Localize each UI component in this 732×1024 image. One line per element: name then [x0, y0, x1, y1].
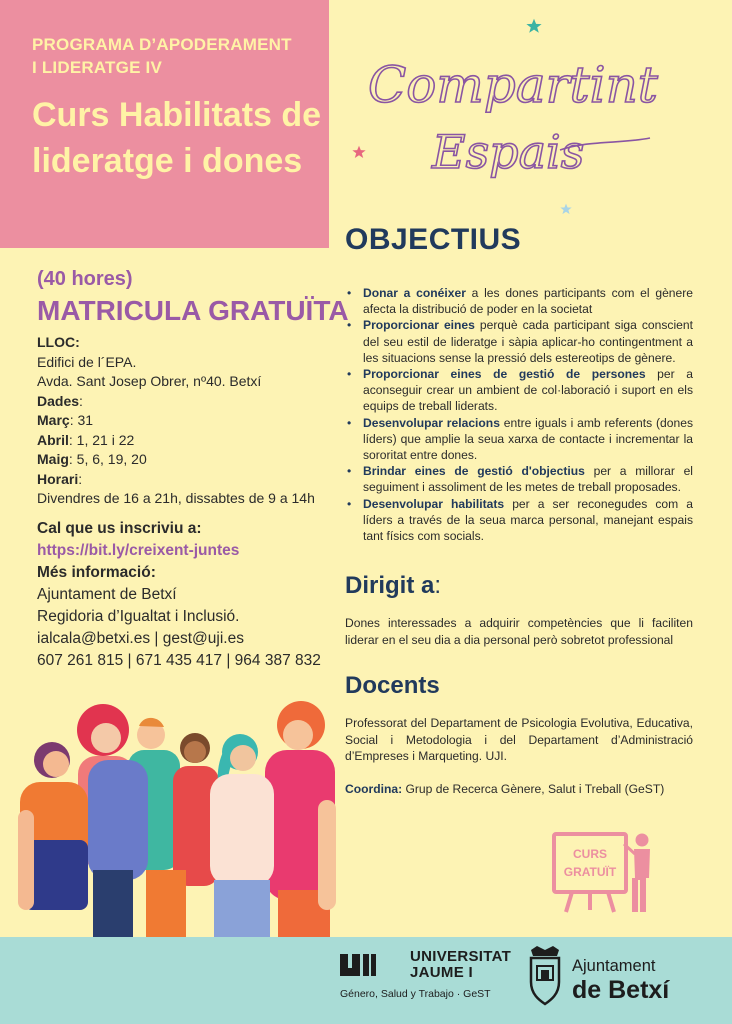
- badge-line-2: GRATUÏT: [563, 865, 617, 879]
- town-crest-icon: [525, 944, 565, 1006]
- town-council-label: Ajuntament: [572, 957, 656, 975]
- schedule-text: Divendres de 16 a 21h, dissabtes de 9 a 14h: [37, 490, 315, 506]
- university-name-line-1: UNIVERSITAT: [410, 948, 512, 965]
- objective-item: • Proporcionar eines perquè cada participant siga conscient del seu estil de lideratge i sàpia aplicar-ho contingentment a les situacions sense la pressió dels estereotips de gènere.: [345, 317, 693, 366]
- contact-line-2: Regidoria d’Igualtat i Inclusió.: [37, 608, 240, 625]
- coordination-text: Grup de Recerca Gènere, Salut i Treball (GeST): [402, 782, 665, 796]
- course-details: LLOC: Edifici de l´EPA. Avda. Sant Josep Obrer, nº40. Betxí Dades: Març: 31 Abril: 1, 21 i 22 Maig: 5, 6, 19, 20 Horari: Divendres de 16 a 21h, dissabtes de 9 a 14h: [37, 333, 337, 509]
- women-group-illustration: [18, 690, 348, 950]
- march-label: Març: [37, 412, 70, 428]
- coordination: [345, 781, 693, 798]
- town-name: de Betxí: [572, 976, 670, 1004]
- location-label: LLOC:: [37, 334, 80, 350]
- schedule-label: Horari: [37, 470, 79, 487]
- april-days: 1, 21 i 22: [76, 431, 135, 448]
- may-days: 5, 6, 19, 20: [76, 451, 147, 467]
- course-title: Curs Habilitats de lideratge i dones: [32, 96, 322, 180]
- teachers-text: Professorat del Departament de Psicologia Evolutiva, Educativa, Social i Metodologia i del Departament d’Administració d’Empreses i Marqueting. UJI.: [345, 716, 693, 763]
- objective-item: • Brindar eines de gestió d'objectius per a millorar el seguiment i assoliment de les metes de treball proposades.: [345, 463, 693, 495]
- gest-caption: Género, Salud y Trabajo · GeST: [340, 988, 491, 1000]
- teachers-title: Docents: [345, 672, 440, 699]
- script-title-line-2: Espais: [432, 125, 585, 179]
- enrollment-free: MATRICULA GRATUÏTA: [37, 295, 349, 326]
- audience-text: Dones interessades a adquirir competències que li faciliten liderar en el seu dia a dia personal però sobretot professional: [345, 616, 693, 647]
- objective-item: • Desenvolupar habilitats per a ser reconegudes com a líders a través de la seua marca personal, manejant espais tant físics com socials.: [345, 496, 693, 545]
- university-name: [410, 949, 511, 981]
- audience-title: Dirigit a:: [345, 572, 442, 599]
- coordination-label: Coordina:: [345, 782, 403, 796]
- may-label: Maig: [37, 451, 69, 467]
- objective-item: • Donar a conéixer a les dones participants com el gènere afecta la distribució de poder en la societat: [345, 285, 693, 317]
- program-name: [32, 33, 322, 79]
- dates-label: Dades: [37, 392, 80, 409]
- university-name-line-2: JAUME I: [410, 964, 473, 981]
- uji-logo-icon: [340, 952, 376, 976]
- location-line-1: Edifici de l´EPA.: [37, 353, 137, 370]
- march-days: 31: [77, 412, 94, 428]
- objectives-title: OBJECTIUS: [345, 223, 522, 256]
- location-line-2: Avda. Sant Josep Obrer, nº40. Betxí: [37, 373, 262, 389]
- star-icon: [560, 203, 572, 215]
- program-line-1: PROGRAMA D’APODERAMENT: [32, 35, 292, 54]
- objective-item: • Desenvolupar relacions entre iguals i amb referents (dones líders) que amplie la seua xarxa de contacte i incrementar la sororitat entre dones.: [345, 415, 693, 464]
- badge-line-1: CURS: [572, 847, 608, 861]
- april-label: Abril: [37, 431, 69, 448]
- course-hours: (40 hores): [37, 268, 133, 290]
- more-info-label: Més informació:: [37, 564, 156, 581]
- program-line-2: I LIDERATGE IV: [32, 58, 162, 77]
- objective-item: • Proporcionar eines de gestió de persones per a aconseguir crear un ambient de col·laboració i suport en els equips de treball liderats.: [345, 366, 693, 415]
- free-course-badge: [552, 830, 662, 918]
- signup-label: Cal que us inscriviu a:: [37, 520, 202, 537]
- contact-block: [37, 518, 337, 672]
- signup-link[interactable]: https://bit.ly/creixent-juntes: [37, 542, 240, 559]
- script-title-line-1: Compartint: [368, 56, 658, 114]
- script-title: [360, 40, 730, 200]
- star-icon: [526, 18, 542, 34]
- contact-emails: ialcala@betxi.es | gest@uji.es: [37, 630, 244, 647]
- objectives-list: [345, 285, 693, 544]
- contact-line-1: Ajuntament de Betxí: [37, 586, 177, 603]
- contact-phones: 607 261 815 | 671 435 417 | 964 387 832: [37, 652, 321, 669]
